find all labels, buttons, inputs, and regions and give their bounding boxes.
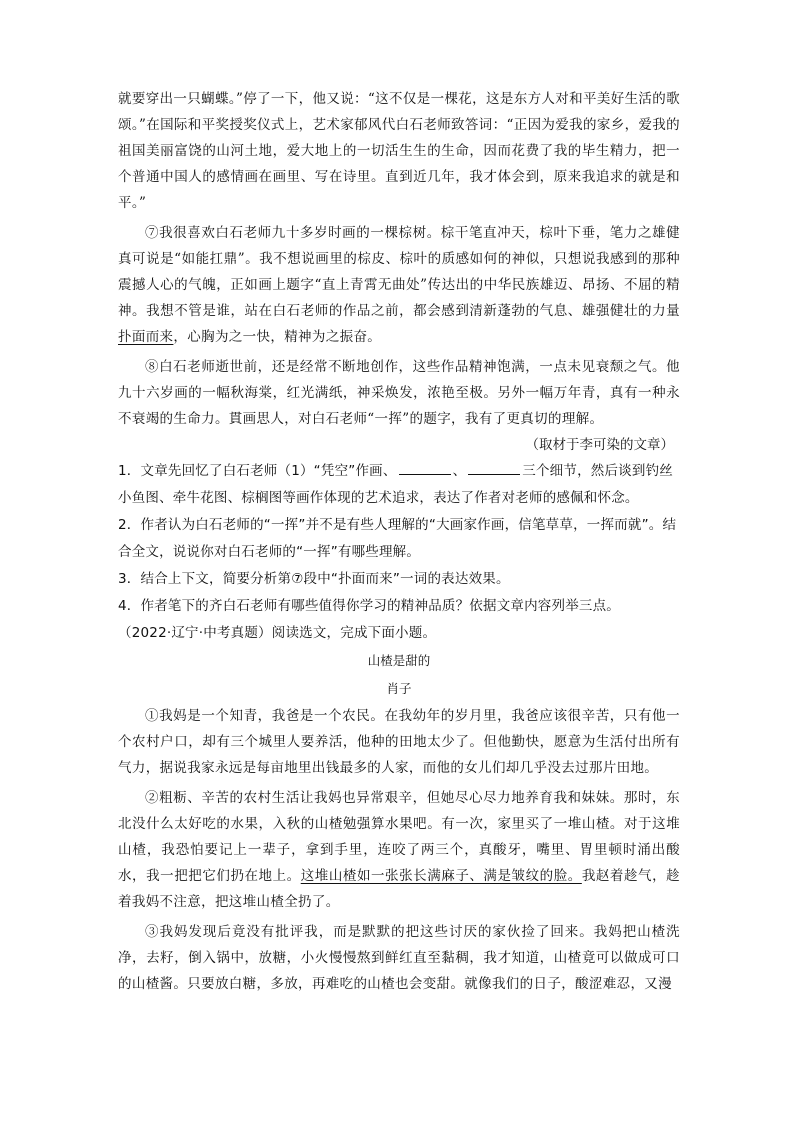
passage2-author: 肖子 — [386, 681, 412, 696]
reading-intro: （2022·辽宁·中考真题）阅读选文，完成下面小题。 — [118, 625, 437, 641]
passage2-paragraph-2 — [118, 785, 680, 915]
question-1-separator: 、 — [452, 463, 467, 479]
paragraph-7-text-a: ⑦我很喜欢白石老师九十多岁时画的一棵棕树。棕干笔直冲天，棕叶下垂，笔力之雄健真可说是“如能扛鼎”。我不想说画里的棕皮、棕叶的质感如何的神似，只想说我感到的那种震撼人心的气魄，正如画上题字“直上青霄无曲处”传达出的中华民族雄迈、昂扬、不屈的精神。我想不管是谁，站在白石老师的作品之前，都会感到清新蓬勃的气息、雄强健壮的力量 — [118, 225, 680, 319]
question-2: 2．作者认为白石老师的“一挥”并不是有些人理解的“大画家作画，信笔草草，一挥而就”。结合全文，说说你对白石老师的“一挥”有哪些理解。 — [118, 517, 677, 560]
answer-blank-1[interactable] — [399, 460, 451, 475]
paragraph-2-text-b: 我赵着趁气，趁着我妈不注意，把这堆山楂全扔了。 — [118, 868, 680, 910]
passage2-title: 山楂是甜的 — [367, 653, 431, 668]
paragraph-7-underlined-phrase: 扑面而来 — [118, 329, 174, 345]
question-1-text-b: 三个细节，然后谈到钓丝小鱼图、牵牛花图、棕榈图等画作体现的艺术追求，表达了作者对老师的感佩和怀念。 — [118, 463, 673, 506]
passage2-paragraph-1: ①我妈是一个知青，我爸是一个农民。在我幼年的岁月里，我爸应该很辛苦，只有他一个农村户口，却有三个城里人要养活，他种的田地太少了。但他勤快，愿意为生活付出所有气力，据说我家永远是每亩地里出钱最多的人家，而他的女儿们却几乎没去过那片田地。 — [118, 708, 680, 776]
passage1-paragraph-8: ⑧白石老师逝世前，还是经常不断地创作，这些作品精神饱满，一点未见衰颓之气。他九十六岁画的一幅秋海棠，红光满纸，神采焕发，浓艳至极。另外一幅万年青，真有一种永不衰竭的生命力。貫画思人，对白石老师“一挥”的题字，我有了更真切的理解。 — [118, 359, 680, 427]
passage2-paragraph-3: ③我妈发现后竟没有批评我，而是默默的把这些讨厌的家伙捡了回来。我妈把山楂洗净，去籽，倒入锅中，放糖，小火慢慢熬到鲜红直至黏稠，我才知道，山楂竟可以做成可口的山楂酱。只要放白糖，多放，再难吃的山楂也会变甜。就像我们的日子，酸涩难忍，又漫 — [118, 924, 680, 992]
paragraph-2-text-a: ②粗粝、辛苦的农村生活让我妈也异常艰辛，但她尽心尽力地养育我和妹妹。那时，东北没什么太好吃的水果，入秋的山楂勉强算水果吧。有一次，家里买了一堆山楂。对于这堆山楂，我恐怕要记上一辈子，拿到手里，连咬了两三个，真酸牙，嘴里、胃里顿时涌出酸水，我一把把它们扔在地上。 — [118, 790, 680, 884]
question-1 — [118, 458, 680, 512]
paragraph-7-text-b: ，心胸为之一快，精神为之振奋。 — [173, 329, 382, 345]
question-3: 3．结合上下文，简要分析第⑦段中“扑面而来”一词的表达效果。 — [118, 571, 510, 587]
question-4: 4．作者笔下的齐白石老师有哪些值得你学习的精神品质？依据文章内容列举三点。 — [118, 598, 620, 614]
document-page — [118, 86, 680, 997]
question-1-text-a: 1．文章先回忆了白石老师（1）“凭空”作画、 — [118, 463, 397, 479]
passage1-paragraph-continued: 就要穿出一只蝴蝶。”停了一下，他又说：“这不仅是一棵花，这是东方人对和平美好生活的歌颂。”在国际和平奖授奖仪式上，艺术家郁风代白石老师致答词：“正因为爱我的家乡，爱我的祖国美丽富饶的山河土地，爱大地上的一切活生生的生命，因而花费了我的毕生精力，把一个普通中国人的感情画在画里、写在诗里。直到近几年，我才体会到，原来我追求的就是和平。” — [118, 91, 680, 211]
paragraph-2-underlined-sentence: 这堆山楂如一张张长满麻子、满是皱纹的脸。 — [300, 868, 582, 884]
passage1-paragraph-7 — [118, 220, 680, 350]
answer-blank-2[interactable] — [468, 460, 520, 475]
source-attribution: （取材于李可染的文章） — [525, 437, 674, 453]
